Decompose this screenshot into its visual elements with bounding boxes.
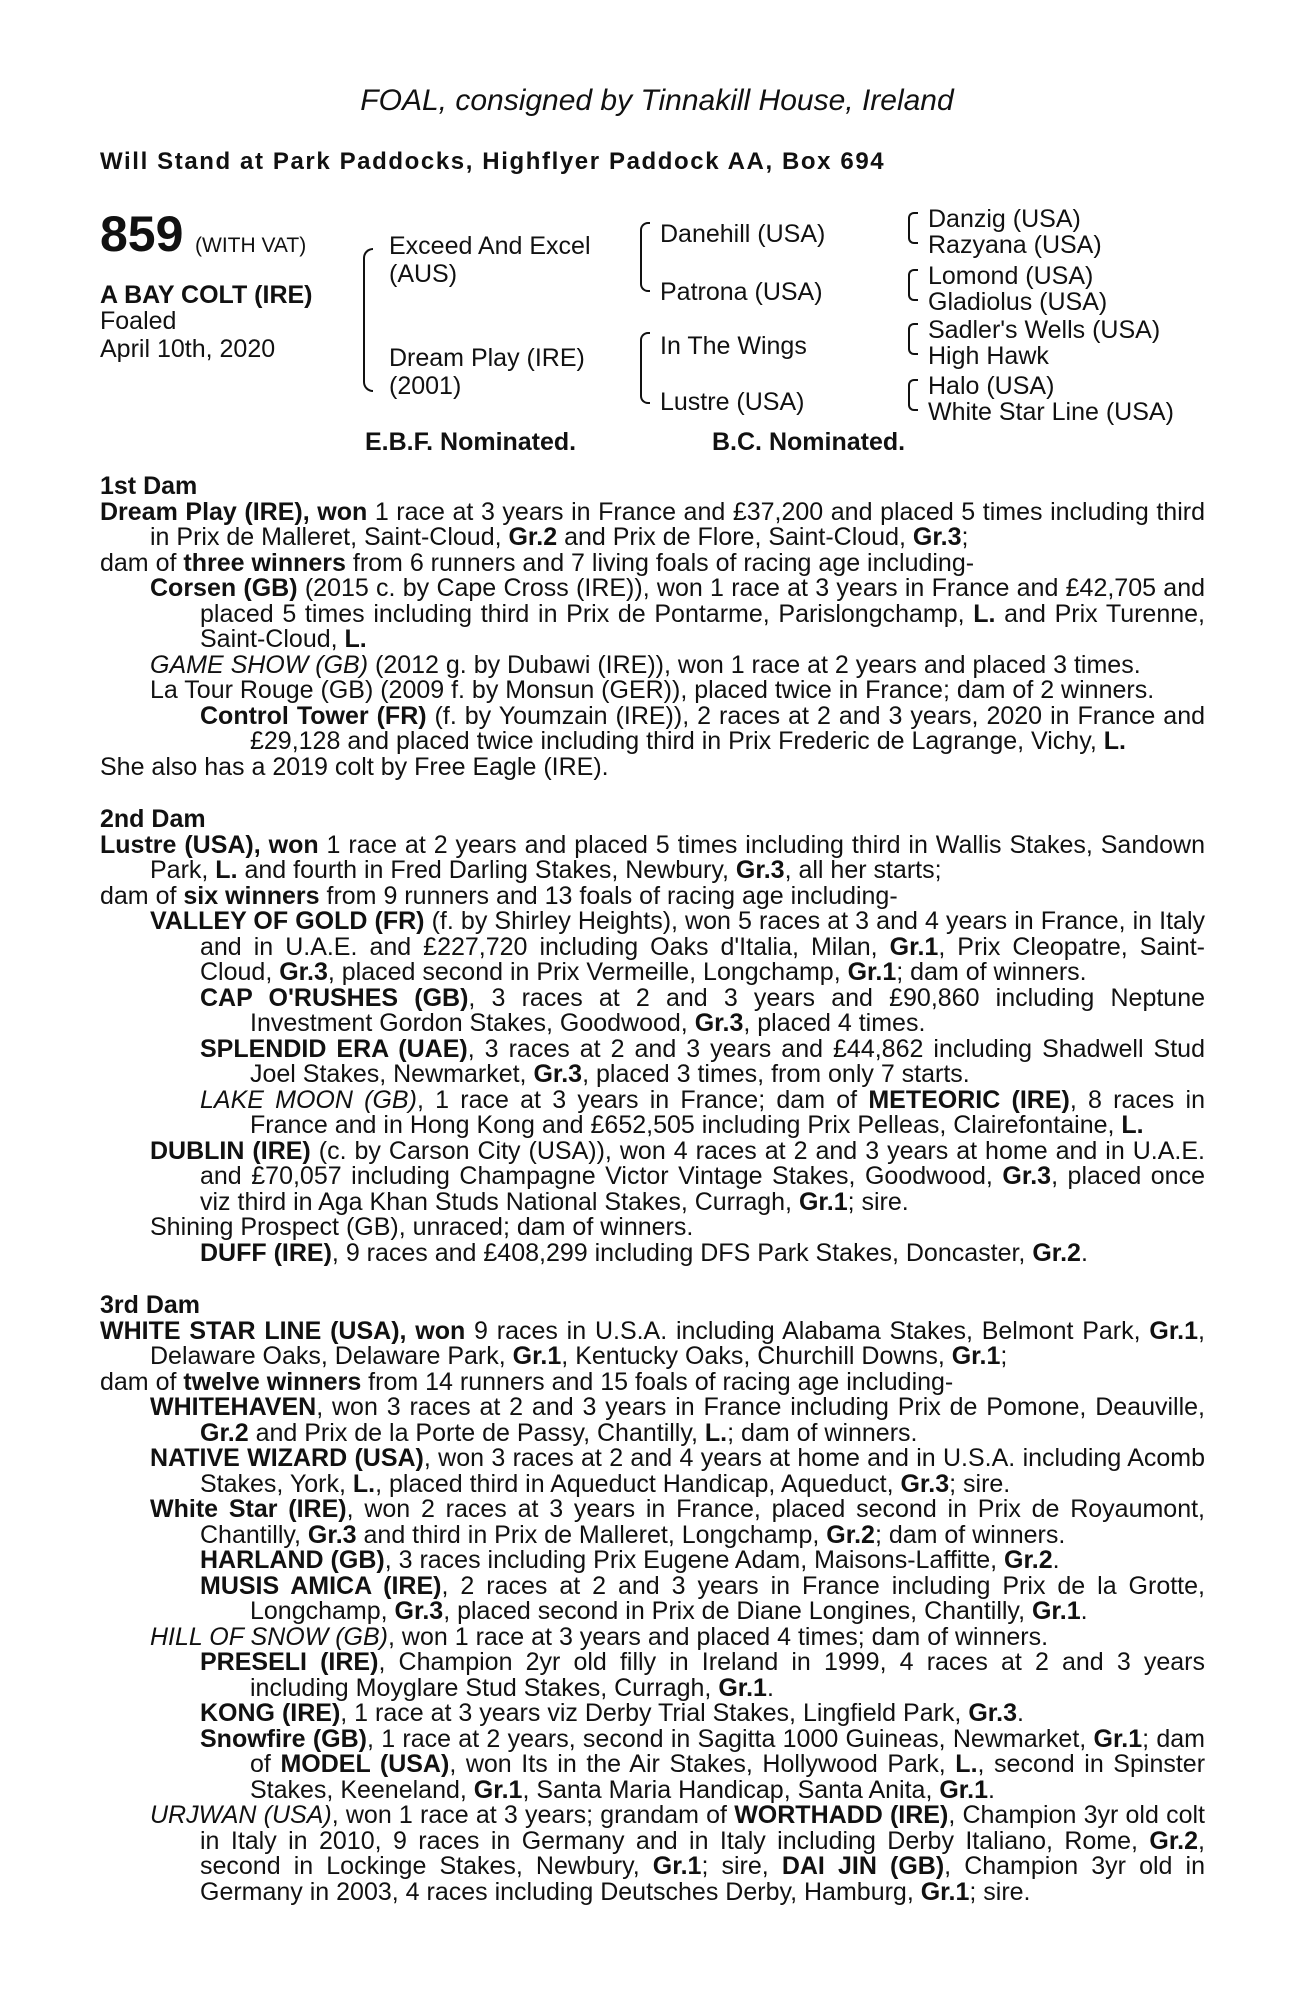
third-dam-section [100,1316,1206,1906]
dam3-entry: HARLAND (GB), 3 races including Prix Eugene Adam, Maisons-Laffitte, Gr.2. [200,1546,1060,1574]
dam3-entry: NATIVE WIZARD (USA), won 3 races at 2 and 4 years at home and in U.S.A. including Acomb Stakes, York, L., placed third in Aqueduct Handicap, Aqueduct, Gr.3; sire. [150,1444,1205,1498]
dam2-entry: SPLENDID ERA (UAE), 3 races at 2 and 3 years and £44,862 including Shadwell Stud Joel Stakes, Newmarket, Gr.3, placed 3 times, from only 7 starts. [200,1034,1205,1088]
foaled-date: April 10th, 2020 [100,335,276,363]
sire-sire-dam: Razyana (USA) [928,231,1102,259]
lot-name: A BAY COLT (IRE) [100,281,313,309]
pedigree-brace-sds [908,269,918,301]
dam3-entry: PRESELI (IRE), Champion 2yr old filly in Ireland in 1999, 4 races at 2 and 3 years including Moyglare Stud Stakes, Curragh, Gr.1. [200,1648,1205,1702]
vat-label: (WITH VAT) [195,234,307,257]
dam3-entry: URJWAN (USA), won 1 race at 3 years; grandam of WORTHADD (IRE), Champion 3yr old colt in Italy in 2010, 9 races in Germany and in Italy including Derby Italiano, Rome, Gr.2, second in Lockinge Stakes, Newbury, Gr.1; sire, DAI JIN (GB), Champion 3yr old in Germany in 2003, 4 races including Deutsches Derby, Hamburg, Gr.1; sire. [150,1801,1205,1906]
foaled-label: Foaled [100,307,177,335]
sire-dam-sire: Lomond (USA) [928,262,1094,290]
dam-dam: Lustre (USA) [660,388,805,416]
dam-dam-dam: White Star Line (USA) [928,398,1174,426]
dam3-entry: dam of twelve winners from 14 runners and 15 foals of racing age including- [100,1367,954,1396]
dam2-entry: DUFF (IRE), 9 races and £408,299 including DFS Park Stakes, Doncaster, Gr.2. [200,1238,1088,1267]
sire-sire-sire: Danzig (USA) [928,205,1081,233]
pedigree-brace-dds [908,379,918,411]
dam2-entry: LAKE MOON (GB), 1 race at 3 years in France; dam of METEORIC (IRE), 8 races in France and in Hong Kong and £652,505 including Prix Pelleas, Clairefontaine, L. [200,1085,1205,1139]
ebf-nominated: E.B.F. Nominated. [365,428,577,456]
dam3-entry: WHITEHAVEN, won 3 races at 2 and 3 years in France including Prix de Pomone, Deauville, Gr.2 and Prix de la Porte de Passy, Chantilly, L.; dam of winners. [150,1393,1205,1447]
pedigree-brace-1 [363,248,373,392]
dam-year: (2001) [389,372,462,400]
second-dam-heading: 2nd Dam [100,805,206,833]
dam1-entry: GAME SHOW (GB) (2012 g. by Dubawi (IRE)), won 1 race at 2 years and placed 3 times. [150,650,1141,679]
dam1-entry: dam of three winners from 6 runners and 7 living foals of racing age including- [100,548,975,577]
pedigree-brace-sss [908,212,918,244]
dam-name: Dream Play (IRE) [389,344,585,372]
dam2-entry: CAP O'RUSHES (GB), 3 races at 2 and 3 years and £90,860 including Neptune Investment Gordon Stakes, Goodwood, Gr.3, placed 4 times. [200,983,1206,1037]
sire-name: Exceed And Excel [389,232,591,260]
pedigree-brace-ss [640,222,650,292]
pedigree-body [100,474,1205,1905]
sire-origin: (AUS) [389,260,458,288]
pedigree-brace-dss [908,323,918,355]
dam3-entry: HILL OF SNOW (GB), won 1 race at 3 years and placed 4 times; dam of winners. [150,1622,1049,1651]
consignment-line: FOAL, consigned by Tinnakill House, Ireland [360,84,954,117]
dam3-entry: WHITE STAR LINE (USA), won 9 races in U.S.A. including Alabama Stakes, Belmont Park, Gr.1, Delaware Oaks, Delaware Park, Gr.1, Kentucky Oaks, Churchill Downs, Gr.1; [100,1316,1205,1370]
sire-dam: Patrona (USA) [660,278,823,306]
dam1-entry: La Tour Rouge (GB) (2009 f. by Monsun (GER)), placed twice in France; dam of 2 winners. [150,676,1155,704]
dam-sire: In The Wings [660,332,807,360]
lot-number: 859 [100,206,184,262]
sire-sire: Danehill (USA) [660,220,826,248]
dam3-entry: White Star (IRE), won 2 races at 3 years in France, placed second in Prix de Royaumont, Chantilly, Gr.3 and third in Prix de Malleret, Longchamp, Gr.2; dam of winners. [150,1495,1205,1549]
dam3-entry: KONG (IRE), 1 race at 3 years viz Derby Trial Stakes, Lingfield Park, Gr.3. [200,1699,1024,1727]
dam1-entry: She also has a 2019 colt by Free Eagle (IRE). [100,752,609,781]
second-dam-section [100,830,1206,1267]
first-dam-section [100,497,1206,781]
dam3-entry: MUSIS AMICA (IRE), 2 races at 2 and 3 years in France including Prix de la Grotte, Longchamp, Gr.3, placed second in Prix de Diane Longines, Chantilly, Gr.1. [200,1571,1205,1625]
dam2-entry: Shining Prospect (GB), unraced; dam of winners. [150,1213,694,1241]
dam2-entry: Lustre (USA), won 1 race at 2 years and placed 5 times including third in Wallis Stakes, Sandown Park, L. and fourth in Fred Darling Stakes, Newbury, Gr.3, all her starts; [100,830,1205,884]
dam-dam-sire: Halo (USA) [928,372,1055,400]
third-dam-heading: 3rd Dam [100,1291,201,1319]
dam1-entry: Control Tower (FR) (f. by Youmzain (IRE)), 2 races at 2 and 3 years, 2020 in France and £29,128 and placed twice including third in Prix Frederic de Lagrange, Vichy, L. [200,701,1206,755]
dam2-entry: dam of six winners from 9 runners and 13 foals of racing age including- [100,881,898,910]
dam1-entry: Corsen (GB) (2015 c. by Cape Cross (IRE)), won 1 race at 3 years in France and £42,705 and placed 5 times including third in Prix de Pontarme, Parislongchamp, L. and Prix Turenne, Saint-Cloud, L. [150,574,1205,653]
dam1-entry: Dream Play (IRE), won 1 race at 3 years in France and £37,200 and placed 5 times including third in Prix de Malleret, Saint-Cloud, Gr.2 and Prix de Flore, Saint-Cloud, Gr.3; [100,497,1205,551]
sire-dam-dam: Gladiolus (USA) [928,288,1108,316]
stand-location: Will Stand at Park Paddocks, Highflyer Paddock AA, Box 694 [100,148,886,175]
dam3-entry: Snowfire (GB), 1 race at 2 years, second in Sagitta 1000 Guineas, Newmarket, Gr.1; dam of MODEL (USA), won Its in the Air Stakes, Hollywood Park, L., second in Spinster Stakes, Keeneland, Gr.1, Santa Maria Handicap, Santa Anita, Gr.1. [200,1724,1206,1804]
bc-nominated: B.C. Nominated. [712,428,906,456]
dam-sire-dam: High Hawk [928,342,1049,370]
dam2-entry: DUBLIN (IRE) (c. by Carson City (USA)), won 4 races at 2 and 3 years at home and in U.A.E. and £70,057 including Champagne Victor Vintage Stakes, Goodwood, Gr.3, placed once viz third in Aga Khan Studs National Stakes, Curragh, Gr.1; sire. [150,1136,1205,1216]
pedigree-brace-ds [640,332,650,404]
first-dam-heading: 1st Dam [100,472,198,500]
dam2-entry: VALLEY OF GOLD (FR) (f. by Shirley Heights), won 5 races at 3 and 4 years in France, in Italy and in U.A.E. and £227,720 including Oaks d'Italia, Milan, Gr.1, Prix Cleopatre, Saint-Cloud, Gr.3, placed second in Prix Vermeille, Longchamp, Gr.1; dam of winners. [150,907,1206,986]
dam-sire-sire: Sadler's Wells (USA) [928,316,1161,344]
